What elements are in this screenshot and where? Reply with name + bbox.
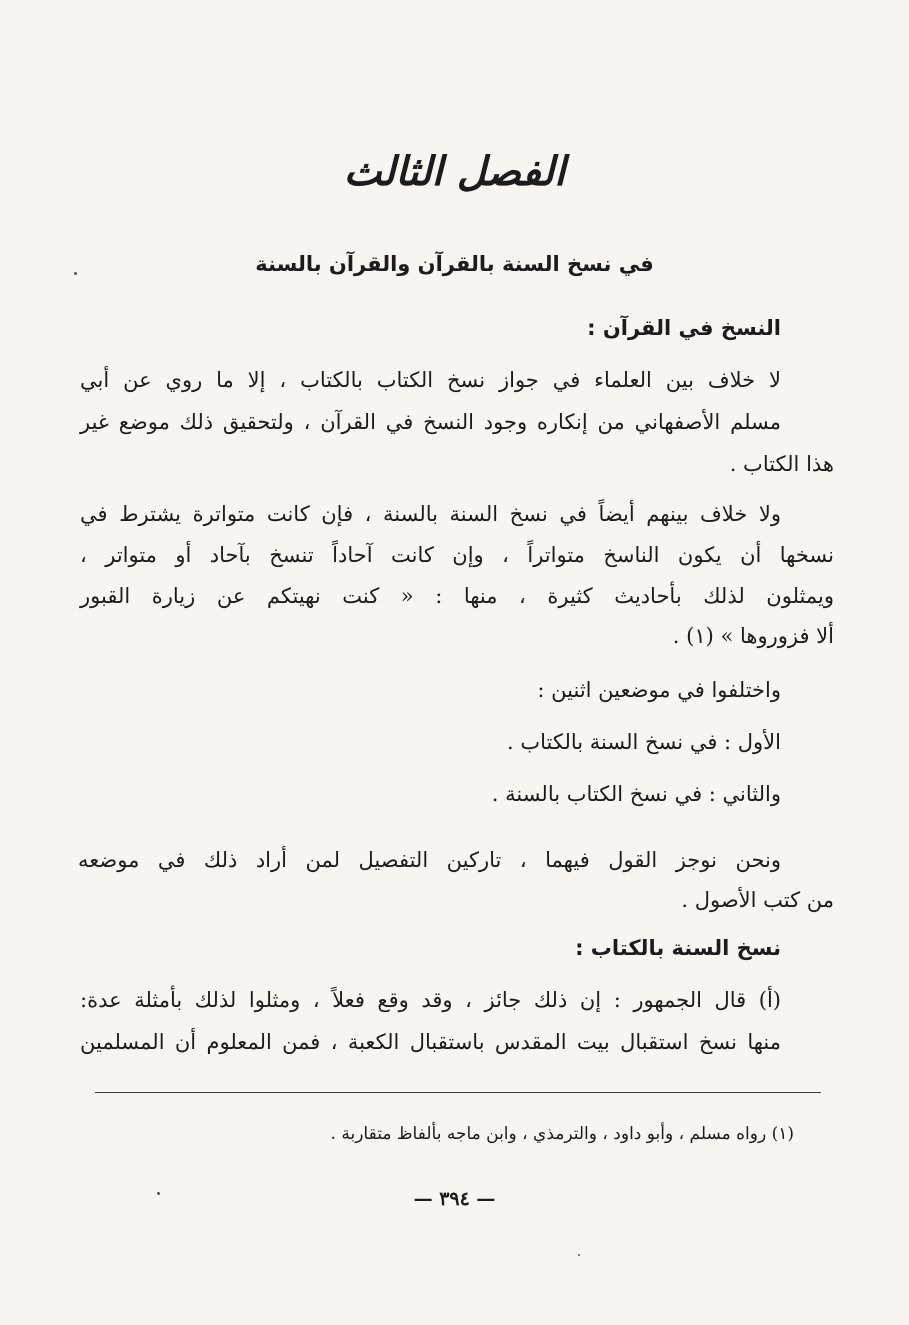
paragraph-2-line-4: ألا فزوروها » (١) . [672,624,834,648]
scan-speck [74,272,77,275]
paragraph-5: والثاني : في نسخ الكتاب بالسنة . [491,782,781,806]
paragraph-7-line-2: منها نسخ استقبال بيت المقدس باستقبال الكعبة ، فمن المعلوم أن المسلمين [80,1030,781,1054]
footnote-1: (١) رواه مسلم ، وأبو داود ، والترمذي ، وابن ماجه بألفاظ متقاربة . [330,1124,794,1144]
paragraph-3: واختلفوا في موضعين اثنين : [537,678,781,702]
heading-naskh-quran: النسخ في القرآن : [587,316,781,340]
section-title: في نسخ السنة بالقرآن والقرآن بالسنة [255,252,654,276]
footnote-divider [95,1092,821,1093]
heading-sunnah-by-book: نسخ السنة بالكتاب : [575,936,781,960]
paragraph-2-line-3: ويمثلون لذلك بأحاديث كثيرة ، منها : « كنت نهيتكم عن زيارة القبور [80,584,834,608]
scan-speck [578,1254,580,1256]
paragraph-1-line-2: مسلم الأصفهاني من إنكاره وجود النسخ في القرآن ، ولتحقيق ذلك موضع غير [80,410,781,434]
paragraph-1-line-3: هذا الكتاب . [729,452,834,476]
paragraph-2-line-2: نسخها أن يكون الناسخ متواتراً ، وإن كانت آحاداً تنسخ بآحاد أو متواتر ، [80,543,834,567]
paragraph-2-line-1: ولا خلاف بينهم أيضاً في نسخ السنة بالسنة ، فإن كانت متواترة يشترط في [80,502,781,526]
paragraph-6-line-2: من كتب الأصول . [681,888,834,912]
paragraph-7-line-1: (أ) قال الجمهور : إن ذلك جائز ، وقد وقع فعلاً ، ومثلوا لذلك بأمثلة عدة: [80,988,781,1012]
scan-speck [157,1192,160,1195]
chapter-title: الفصل الثالث [343,148,566,195]
paragraph-1-line-1: لا خلاف بين العلماء في جواز نسخ الكتاب بالكتاب ، إلا ما روي عن أبي [80,368,781,392]
paragraph-6-line-1: ونحن نوجز القول فيهما ، تاركين التفصيل لمن أراد ذلك في موضعه [78,848,781,872]
page-number: — ٣٩٤ — [413,1188,496,1210]
paragraph-4: الأول : في نسخ السنة بالكتاب . [507,730,781,754]
